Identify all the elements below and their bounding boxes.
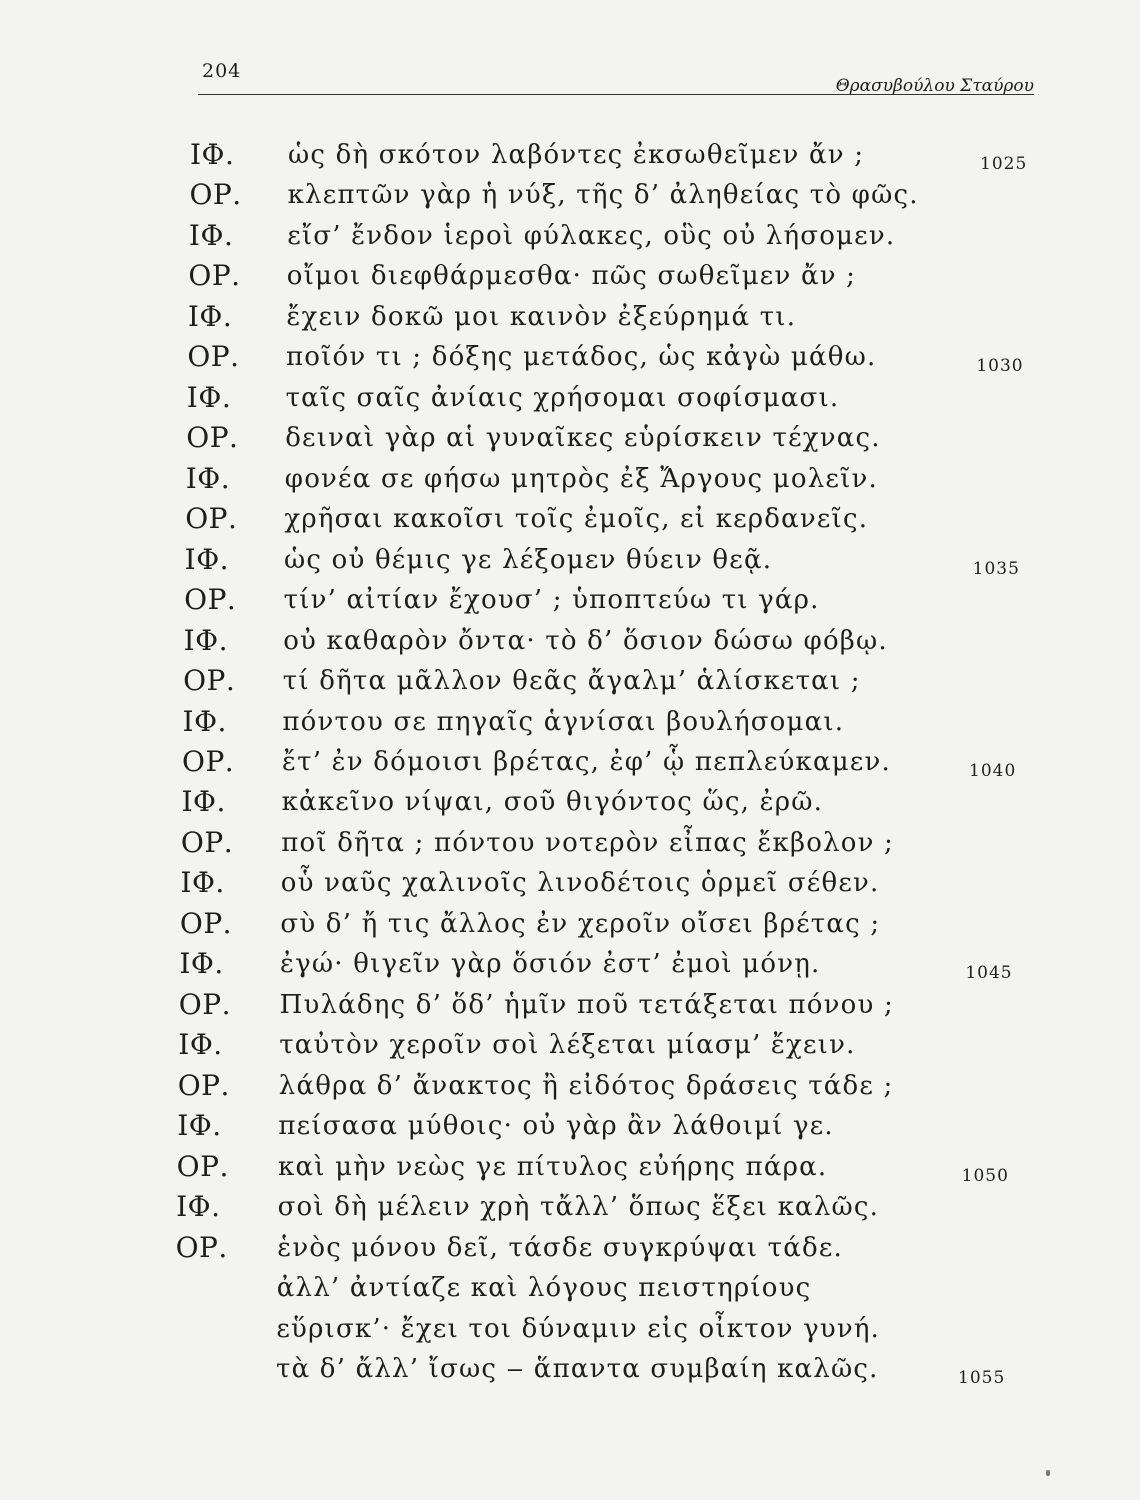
verse-line (0, 664, 1140, 704)
verse-line (0, 259, 1140, 299)
speaker-label: ΟΡ. (183, 664, 236, 698)
speaker-label: ΙΦ. (187, 299, 233, 333)
line-number: 1045 (965, 963, 1013, 984)
verse-line (0, 1150, 1140, 1190)
verse-text: πόντου σε πηγαῖς ἁγνίσαι βουλήσομαι. (282, 706, 845, 737)
speaker-label: ΟΡ. (178, 987, 231, 1021)
verse-text: ἔχειν δοκῶ μοι καινὸν ἐξεύρημά τι. (286, 301, 797, 332)
verse-text: σὺ δ’ ἤ τις ἄλλος ἐν χεροῖν οἴσει βρέτας ; (280, 908, 881, 939)
verse-line (0, 300, 1140, 340)
verse-text: οὐ καθαρὸν ὄντα· τὸ δ’ ὅσιον δώσω φόβῳ. (283, 625, 888, 656)
verse-text: ταῖς σαῖς ἀνίαις χρήσομαι σοφίσμασι. (285, 382, 840, 413)
verse-line (0, 219, 1140, 259)
speaker-label: ΙΦ. (183, 623, 229, 657)
line-number: 1055 (958, 1368, 1006, 1388)
verse-line (0, 1312, 1140, 1352)
verse-text: Πυλάδης δ’ ὅδ’ ἡμῖν ποῦ τετάξεται πόνου ; (279, 989, 894, 1020)
verse-line (0, 543, 1140, 583)
verse-text: ὡς δὴ σκότον λαβόντες ἐκσωθεῖμεν ἄν ; (288, 140, 865, 170)
speaker-label: ΙΦ. (179, 947, 224, 981)
speaker-label: ΙΦ. (181, 785, 226, 819)
verse-text: ποῖ δῆτα ; πόντου νοτερὸν εἶπας ἔκβολον ; (281, 827, 895, 858)
verse-text: τίν’ αἰτίαν ἔχουσ’ ; ὑποπτεύω τι γάρ. (283, 585, 820, 616)
verse-text: καὶ μὴν νεὼς γε πίτυλος εὐήρης πάρα. (278, 1151, 828, 1182)
verse-line (0, 138, 1140, 178)
verse-text: κἀκεῖνο νίψαι, σοῦ θιγόντος ὥς, ἐρῶ. (281, 787, 824, 818)
verse-line (0, 381, 1140, 421)
speaker-label: ΙΦ. (184, 542, 230, 576)
verse-line (0, 947, 1140, 987)
speaker-label: ΟΡ. (185, 502, 238, 536)
speaker-label: ΙΦ. (186, 380, 232, 414)
verse-line (0, 421, 1140, 461)
verse-line (0, 826, 1140, 866)
verse-text: ὡς οὐ θέμις γε λέξομεν θύειν θεᾷ. (284, 544, 773, 575)
line-number: 1035 (972, 558, 1020, 579)
speaker-label: ΟΡ. (179, 906, 233, 940)
page-mark (1046, 1470, 1050, 1476)
verse-line (0, 866, 1140, 906)
verse-line (0, 1028, 1140, 1068)
verse-line (0, 1190, 1140, 1230)
verse-line (0, 1271, 1140, 1311)
verse-line (0, 1352, 1140, 1392)
speaker-label: ΟΡ. (187, 340, 240, 374)
speaker-label: ΟΡ. (177, 1068, 230, 1102)
speaker-label: ΟΡ. (184, 583, 237, 617)
speaker-label: ΙΦ. (177, 1109, 222, 1143)
speaker-label: ΙΦ. (182, 704, 227, 738)
running-title: Θρασυβούλου Σταύρου (835, 76, 1034, 96)
speaker-label: ΙΦ. (185, 461, 231, 495)
verse-line (0, 340, 1140, 380)
verse-line (0, 583, 1140, 623)
verse-text: ταὐτὸν χεροῖν σοὶ λέξεται μίασμ’ ἔχειν. (279, 1030, 856, 1061)
verse-line (0, 502, 1140, 542)
line-number: 1050 (961, 1165, 1009, 1186)
verse-text: τί δῆτα μᾶλλον θεᾶς ἄγαλμ’ ἁλίσκεται ; (282, 666, 861, 697)
speaker-label: ΟΡ. (182, 745, 235, 778)
verse-line (0, 1109, 1140, 1149)
verse-line (0, 462, 1140, 502)
verse-text: φονέα σε φήσω μητρὸς ἐξ Ἄργους μολεῖν. (284, 463, 878, 494)
speaker-label: ΟΡ. (189, 178, 242, 212)
verse-line (0, 988, 1140, 1028)
verse-text: ἀλλ’ ἀντίαζε καὶ λόγους πειστηρίους (276, 1273, 812, 1304)
verse-text: κλεπτῶν γὰρ ἡ νύξ, τῆς δ’ ἀληθείας τὸ φῶς. (287, 180, 919, 211)
speaker-label: ΙΦ. (178, 1028, 223, 1062)
line-number: 1030 (976, 356, 1024, 377)
verse-line (0, 178, 1140, 218)
speaker-label: ΟΡ. (186, 421, 239, 455)
speaker-label: ΙΦ. (188, 218, 234, 252)
verse-line (0, 1231, 1140, 1271)
line-number: 1040 (969, 761, 1017, 781)
verse-text: οἴμοι διεφθάρμεσθα· πῶς σωθεῖμεν ἄν ; (286, 261, 857, 292)
verse-line (0, 785, 1140, 825)
verse-text: εὕρισκ’· ἔχει τοι δύναμιν εἰς οἶκτον γυνή. (276, 1313, 881, 1344)
verse-line (0, 1069, 1140, 1109)
verse-text: δειναὶ γὰρ αἱ γυναῖκες εὑρίσκειν τέχνας. (285, 423, 881, 454)
verse-text: οὗ ναῦς χαλινοῖς λινοδέτοις ὁρμεῖ σέθεν. (280, 868, 880, 899)
speaker-label: ΟΡ. (188, 259, 241, 293)
verse-text: τὰ δ’ ἄλλ’ ἴσως ‒ ἅπαντα συμβαίη καλῶς. (276, 1354, 879, 1384)
verse-text: χρῆσαι κακοῖσι τοῖς ἐμοῖς, εἰ κερδανεῖς. (284, 504, 869, 535)
verse-text: εἴσ’ ἔνδον ἱεροὶ φύλακες, οὓς οὐ λήσομεν. (287, 220, 896, 251)
verse-text: ποῖόν τι ; δόξης μετάδος, ὡς κἀγὼ μάθω. (286, 342, 877, 373)
speaker-label: ΙΦ. (176, 1190, 221, 1224)
verse-text: πείσασα μύθοις· οὐ γὰρ ἂν λάθοιμί γε. (278, 1111, 834, 1142)
speaker-label: ΙΦ. (180, 866, 225, 900)
verse-line (0, 624, 1140, 664)
verse-text: σοὶ δὴ μέλειν χρὴ τἄλλ’ ὅπως ἕξει καλῶς. (277, 1192, 880, 1223)
verse-text: ἐγώ· θιγεῖν γὰρ ὅσιόν ἐστ’ ἐμοὶ μόνῃ. (280, 949, 821, 980)
verse-text: ἑνὸς μόνου δεῖ, τάσδε συγκρύψαι τάδε. (277, 1232, 843, 1263)
verse-text: λάθρα δ’ ἄνακτος ἢ εἰδότος δράσεις τάδε ; (278, 1070, 894, 1101)
speaker-label: ΟΡ. (175, 1230, 228, 1264)
speaker-label: ΟΡ. (176, 1149, 229, 1183)
line-number: 1025 (980, 154, 1028, 174)
page-number: 204 (202, 60, 242, 82)
speaker-label: ΙΦ. (190, 138, 235, 171)
verse-line (0, 907, 1140, 947)
speaker-label: ΟΡ. (180, 825, 234, 859)
verse-line (0, 745, 1140, 785)
verse-text: ἔτ’ ἐν δόμοισι βρέτας, ἐφ’ ᾧ πεπλεύκαμεν. (282, 747, 891, 777)
verse-line (0, 705, 1140, 745)
